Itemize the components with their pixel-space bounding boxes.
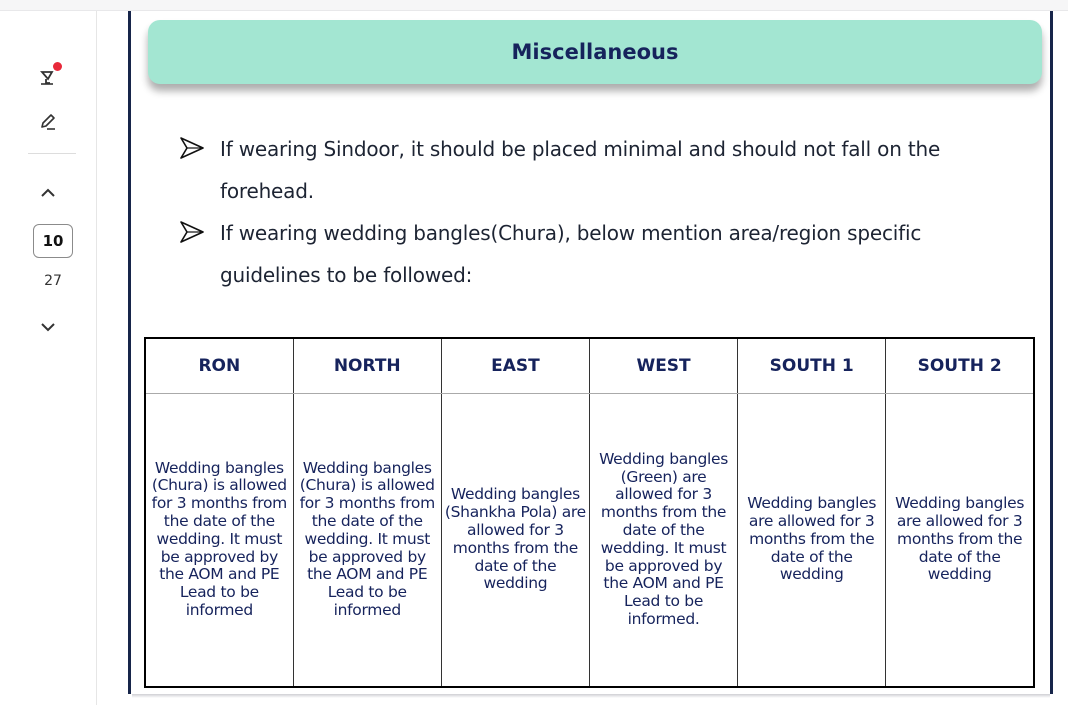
- pen-icon: [38, 112, 58, 132]
- viewer-toolbar: [0, 11, 97, 705]
- draw-button[interactable]: [28, 102, 68, 142]
- header-west: WEST: [589, 338, 737, 393]
- cell-ron: Wedding bangles (Chura) is allowed for 3 months from the date of the wedding. It must be approved by the AOM and PE Lead to be informed: [145, 393, 293, 687]
- bullet-item: [180, 212, 1000, 296]
- table-header-row: [145, 338, 1034, 393]
- arrow-bullet-icon: [180, 221, 204, 243]
- section-title: Miscellaneous: [148, 20, 1042, 84]
- header-south-1: SOUTH 1: [738, 338, 886, 393]
- top-strip: [0, 0, 1068, 11]
- cell-south-1: Wedding bangles are allowed for 3 months from the date of the wedding: [738, 393, 886, 687]
- cell-south-2: Wedding bangles are allowed for 3 months from the date of the wedding: [886, 393, 1034, 687]
- header-south-2: SOUTH 2: [886, 338, 1034, 393]
- header-north: NORTH: [293, 338, 441, 393]
- chevron-up-icon: [40, 187, 56, 199]
- page-number-input[interactable]: 10: [33, 224, 73, 258]
- highlight-button[interactable]: [28, 56, 68, 96]
- arrow-bullet-icon: [180, 137, 204, 159]
- cell-north: Wedding bangles (Chura) is allowed for 3 months from the date of the wedding. It must be approved by the AOM and PE Lead to be informed: [293, 393, 441, 687]
- page-total: 27: [44, 273, 62, 289]
- region-guidelines-table: [144, 337, 1035, 688]
- next-page-button[interactable]: [28, 307, 68, 347]
- cell-west: Wedding bangles (Green) are allowed for 3 months from the date of the wedding. It must be approved by the AOM and PE Lead to be informed.: [589, 393, 737, 687]
- bullet-text: If wearing Sindoor, it should be placed minimal and should not fall on the forehead.: [220, 137, 941, 203]
- page-border-left: [128, 11, 131, 694]
- header-ron: RON: [145, 338, 293, 393]
- page-bottom-shadow: [132, 694, 1050, 698]
- header-east: EAST: [441, 338, 589, 393]
- previous-page-button[interactable]: [28, 173, 68, 213]
- bullet-text: If wearing wedding bangles(Chura), below mention area/region specific guidelines to be followed:: [220, 221, 922, 287]
- table-row: [145, 393, 1034, 687]
- bullet-item: [180, 128, 1000, 212]
- cell-east: Wedding bangles (Shankha Pola) are allowed for 3 months from the date of the wedding: [441, 393, 589, 687]
- bullet-list: [180, 128, 1000, 296]
- notification-badge: [53, 62, 62, 71]
- chevron-down-icon: [40, 321, 56, 333]
- page-border-right: [1050, 11, 1053, 694]
- toolbar-divider: [28, 153, 76, 154]
